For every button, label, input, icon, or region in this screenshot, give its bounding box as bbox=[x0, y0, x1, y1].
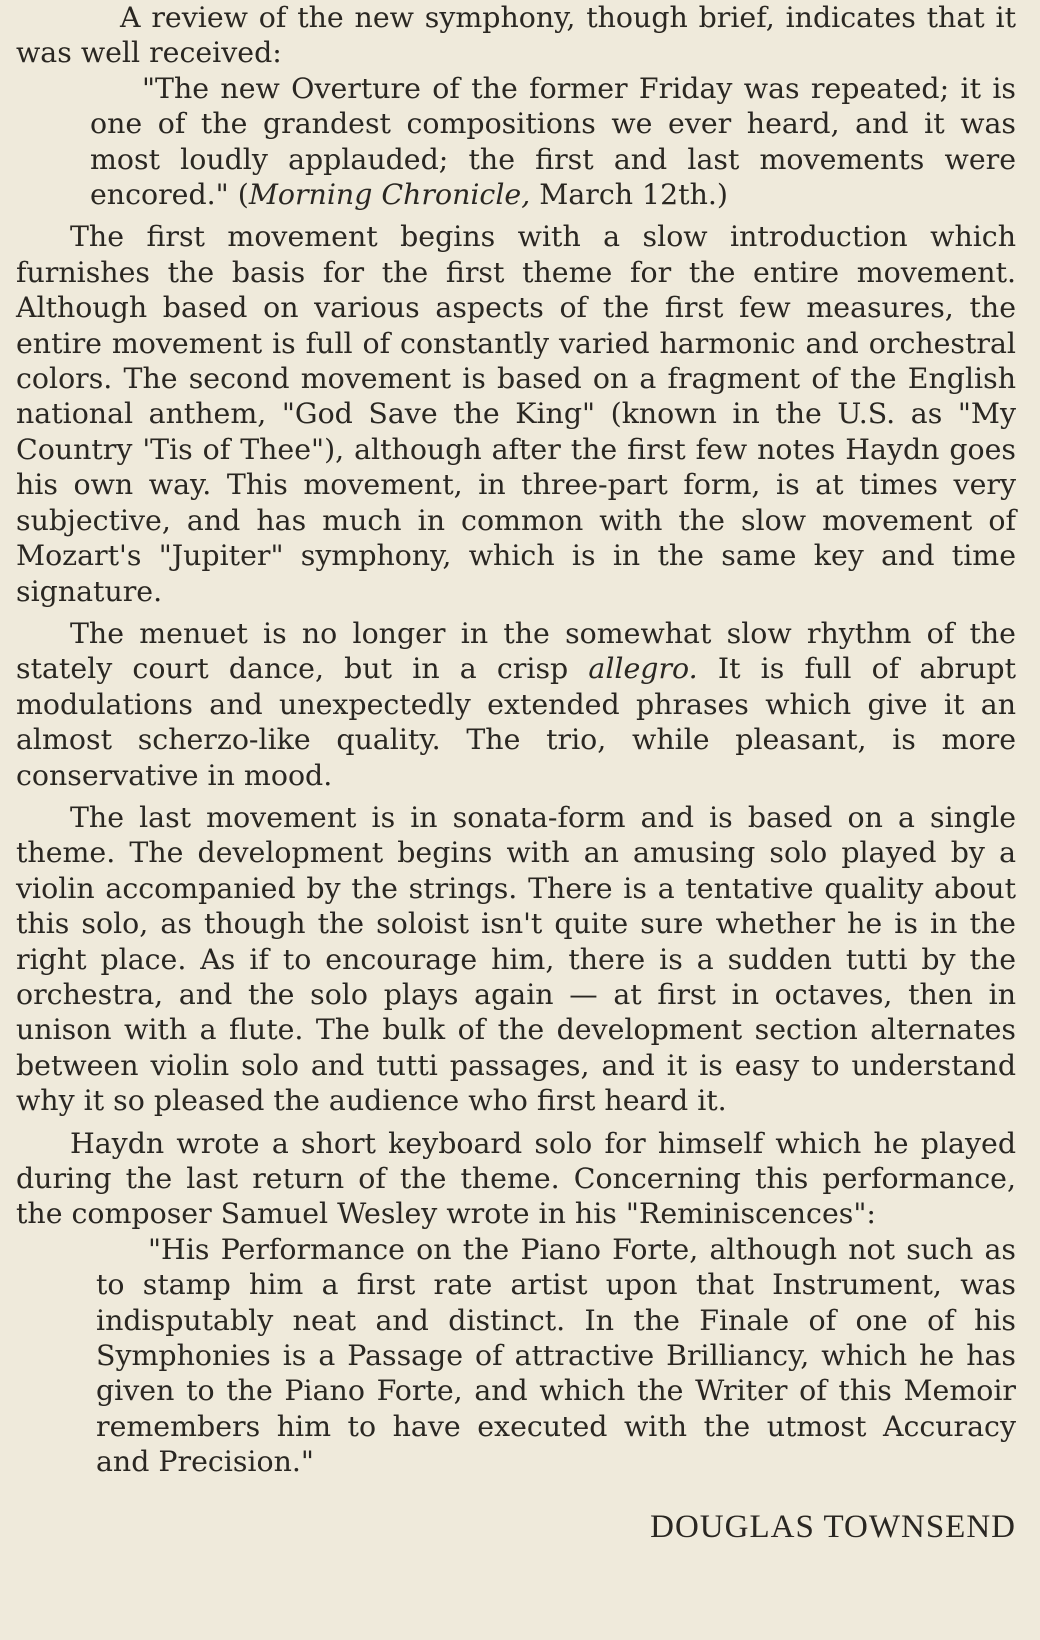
menuet-paragraph bbox=[16, 616, 1016, 793]
menuet-text-after: It is full of abrupt modulations and unexpectedly extended phrases which give it an almost scherzo-like quality. The trio, while pleasant, is more conservative in mood. bbox=[16, 652, 1016, 792]
keyboard-paragraph: Haydn wrote a short keyboard solo for himself which he played during the last return of the theme. Concerning this performance, the composer Samuel Wesley wrote in his "Reminiscences": bbox=[16, 1126, 1016, 1231]
last-movement-paragraph: The last movement is in sonata-form and is based on a single theme. The development begins with an amusing solo played by a violin accompanied by the strings. There is a tentative quality about this solo, as though the soloist isn't quite sure whether he is in the right place. As if to encourage him, there is a sudden tutti by the orchestra, and the solo plays again — at first in octaves, then in unison with a flute. The bulk of the development section alternates between violin solo and tutti passages, and it is easy to understand why it so pleased the audience who first heard it. bbox=[16, 800, 1016, 1118]
author-signature: DOUGLAS TOWNSEND bbox=[650, 1508, 1016, 1545]
review-quote bbox=[90, 71, 1016, 213]
review-date: March 12th.) bbox=[530, 178, 728, 212]
wesley-quote: "His Performance on the Piano Forte, although not such as to stamp him a first rate artist upon that Instrument, was indisputably neat and distinct. In the Finale of one of his Symphonies is a Passage of attractive Brilliancy, which he has given to the Piano Forte, and which the Writer of this Memoir remembers him to have executed with the utmost Accuracy and Precision." bbox=[96, 1232, 1016, 1479]
first-movement-paragraph: The first movement begins with a slow introduction which furnishes the basis for the first theme for the entire movement. Although based on various aspects of the first few measures, the entire movement is full of constantly varied harmonic and orchestral colors. The second movement is based on a fragment of the English national anthem, "God Save the King" (known in the U.S. as "My Country 'Tis of Thee"), although after the first few notes Haydn goes his own way. This movement, in three-part form, is at times very subjective, and has much in common with the slow movement of Mozart's "Jupiter" symphony, which is in the same key and time signature. bbox=[16, 220, 1016, 608]
intro-paragraph: A review of the new symphony, though brief, indicates that it was well received: bbox=[16, 1, 1016, 70]
menuet-italic: allegro. bbox=[588, 652, 698, 686]
article-page bbox=[16, 0, 1016, 1545]
review-quote-text: "The new Overture of the former Friday was repeated; it is one of the grandest compositions we ever heard, and it was most loudly applauded; the first and last movements were encored." ( bbox=[90, 71, 1016, 212]
menuet-text-before: The menuet is no longer in the somewhat slow rhythm of the stately court dance, but in a crisp bbox=[16, 616, 1016, 686]
review-source: Morning Chronicle, bbox=[248, 178, 531, 212]
